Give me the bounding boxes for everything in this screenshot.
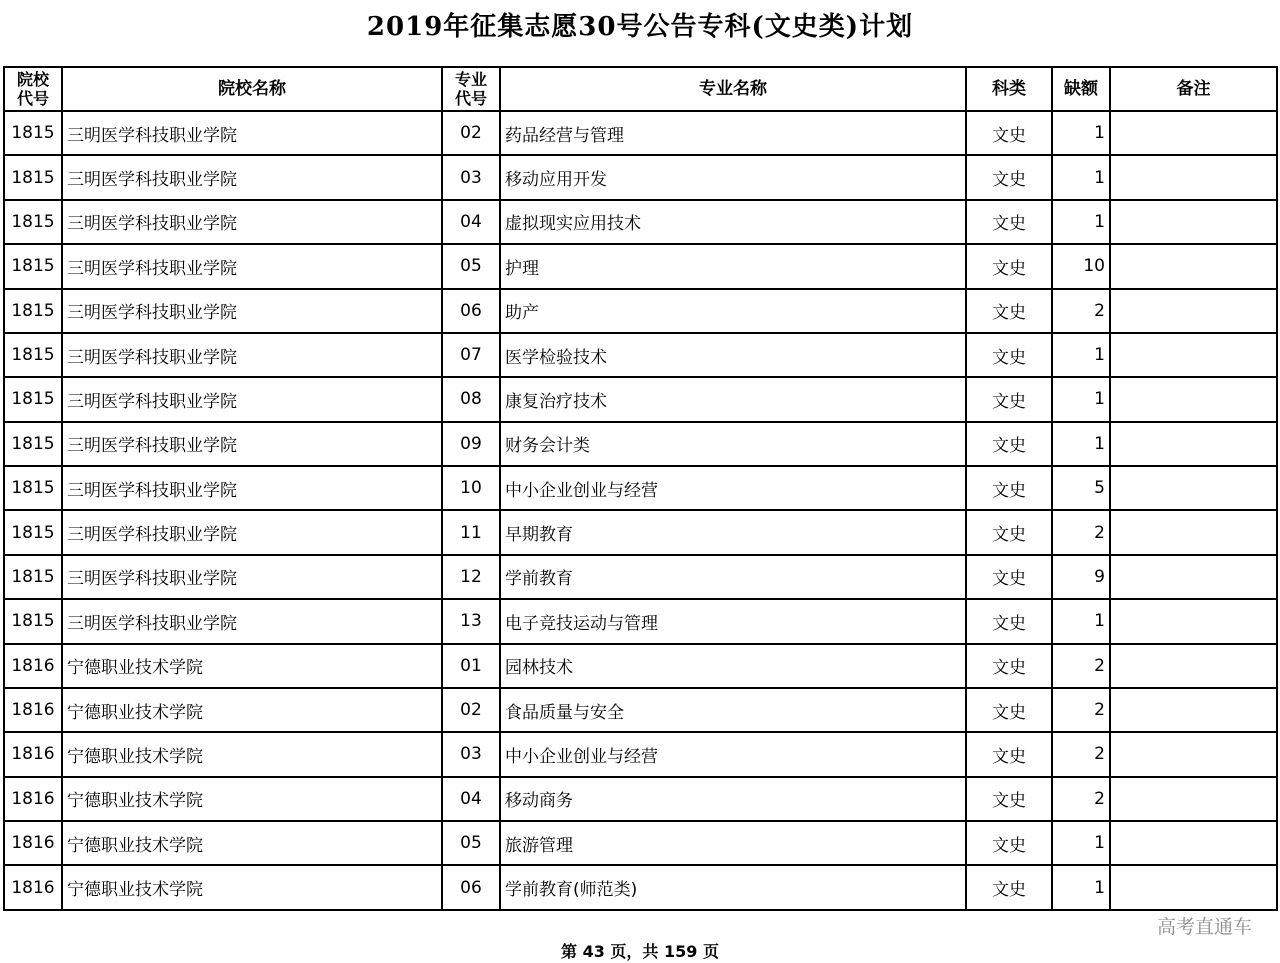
table-row <box>4 821 1277 865</box>
cell-category: 文史 <box>966 644 1052 688</box>
cell-school-name: 三明医学科技职业学院 <box>62 200 442 244</box>
header-category: 科类 <box>966 67 1052 111</box>
cell-major-code: 08 <box>442 377 500 421</box>
cell-notes <box>1110 200 1277 244</box>
table-row <box>4 289 1277 333</box>
header-major-code-line1: 专业 <box>454 70 487 89</box>
cell-quota: 1 <box>1052 200 1110 244</box>
table-row <box>4 333 1277 377</box>
cell-school-name: 三明医学科技职业学院 <box>62 155 442 199</box>
table-row <box>4 644 1277 688</box>
page-number: 第 43 页，共 159 页 <box>561 942 719 961</box>
cell-major-name: 中小企业创业与经营 <box>500 732 966 776</box>
cell-quota: 9 <box>1052 555 1110 599</box>
cell-quota: 1 <box>1052 111 1110 155</box>
cell-major-code: 13 <box>442 599 500 643</box>
cell-notes <box>1110 599 1277 643</box>
cell-notes <box>1110 466 1277 510</box>
cell-quota: 1 <box>1052 377 1110 421</box>
cell-major-code: 06 <box>442 865 500 910</box>
cell-school-code: 1815 <box>4 555 62 599</box>
cell-quota: 1 <box>1052 821 1110 865</box>
cell-school-name: 三明医学科技职业学院 <box>62 244 442 288</box>
cell-notes <box>1110 422 1277 466</box>
cell-school-name: 三明医学科技职业学院 <box>62 289 442 333</box>
cell-notes <box>1110 865 1277 910</box>
cell-major-name: 电子竞技运动与管理 <box>500 599 966 643</box>
cell-quota: 10 <box>1052 244 1110 288</box>
cell-major-code: 10 <box>442 466 500 510</box>
cell-category: 文史 <box>966 466 1052 510</box>
cell-quota: 1 <box>1052 865 1110 910</box>
header-major-code-line2: 代号 <box>454 89 487 108</box>
cell-school-name: 三明医学科技职业学院 <box>62 466 442 510</box>
cell-quota: 1 <box>1052 422 1110 466</box>
cell-major-code: 05 <box>442 821 500 865</box>
cell-category: 文史 <box>966 865 1052 910</box>
cell-major-name: 移动应用开发 <box>500 155 966 199</box>
cell-category: 文史 <box>966 821 1052 865</box>
cell-notes <box>1110 111 1277 155</box>
cell-major-name: 早期教育 <box>500 510 966 554</box>
header-major-name: 专业名称 <box>500 67 966 111</box>
cell-notes <box>1110 644 1277 688</box>
cell-major-name: 康复治疗技术 <box>500 377 966 421</box>
cell-school-code: 1816 <box>4 821 62 865</box>
cell-notes <box>1110 777 1277 821</box>
cell-major-name: 园林技术 <box>500 644 966 688</box>
cell-school-name: 宁德职业技术学院 <box>62 821 442 865</box>
cell-category: 文史 <box>966 155 1052 199</box>
cell-major-code: 11 <box>442 510 500 554</box>
cell-school-name: 宁德职业技术学院 <box>62 644 442 688</box>
cell-notes <box>1110 732 1277 776</box>
cell-quota: 2 <box>1052 777 1110 821</box>
cell-quota: 2 <box>1052 644 1110 688</box>
cell-major-name: 旅游管理 <box>500 821 966 865</box>
header-school-code <box>4 67 62 111</box>
cell-major-name: 药品经营与管理 <box>500 111 966 155</box>
cell-major-code: 04 <box>442 777 500 821</box>
cell-major-code: 03 <box>442 732 500 776</box>
header-school-name: 院校名称 <box>62 67 442 111</box>
cell-major-name: 虚拟现实应用技术 <box>500 200 966 244</box>
table-row <box>4 688 1277 732</box>
cell-school-code: 1815 <box>4 333 62 377</box>
cell-notes <box>1110 821 1277 865</box>
cell-school-code: 1815 <box>4 422 62 466</box>
cell-school-code: 1815 <box>4 200 62 244</box>
cell-school-code: 1815 <box>4 377 62 421</box>
cell-notes <box>1110 244 1277 288</box>
table-row <box>4 732 1277 776</box>
cell-school-code: 1816 <box>4 777 62 821</box>
cell-school-code: 1815 <box>4 466 62 510</box>
plan-table <box>3 66 1278 911</box>
table-row <box>4 555 1277 599</box>
cell-major-code: 02 <box>442 111 500 155</box>
cell-school-name: 三明医学科技职业学院 <box>62 422 442 466</box>
document-title: 2019年征集志愿30号公告专科(文史类)计划 <box>366 12 914 42</box>
table-row <box>4 599 1277 643</box>
cell-school-name: 三明医学科技职业学院 <box>62 333 442 377</box>
cell-school-code: 1816 <box>4 644 62 688</box>
cell-major-code: 09 <box>442 422 500 466</box>
cell-quota: 5 <box>1052 466 1110 510</box>
cell-major-name: 学前教育 <box>500 555 966 599</box>
cell-category: 文史 <box>966 555 1052 599</box>
cell-quota: 2 <box>1052 732 1110 776</box>
cell-school-code: 1815 <box>4 289 62 333</box>
table-row <box>4 777 1277 821</box>
cell-major-code: 05 <box>442 244 500 288</box>
cell-school-name: 三明医学科技职业学院 <box>62 111 442 155</box>
cell-school-code: 1815 <box>4 510 62 554</box>
cell-notes <box>1110 333 1277 377</box>
cell-major-name: 移动商务 <box>500 777 966 821</box>
cell-category: 文史 <box>966 688 1052 732</box>
cell-major-code: 03 <box>442 155 500 199</box>
cell-school-code: 1815 <box>4 155 62 199</box>
cell-major-code: 06 <box>442 289 500 333</box>
cell-notes <box>1110 510 1277 554</box>
cell-category: 文史 <box>966 377 1052 421</box>
watermark-text: 高考直通车 <box>1156 916 1252 938</box>
cell-category: 文史 <box>966 244 1052 288</box>
cell-category: 文史 <box>966 422 1052 466</box>
cell-category: 文史 <box>966 333 1052 377</box>
cell-notes <box>1110 688 1277 732</box>
header-school-code-line1: 院校 <box>16 70 49 89</box>
cell-major-code: 07 <box>442 333 500 377</box>
cell-school-code: 1816 <box>4 865 62 910</box>
cell-quota: 1 <box>1052 599 1110 643</box>
cell-quota: 2 <box>1052 289 1110 333</box>
cell-major-name: 财务会计类 <box>500 422 966 466</box>
cell-category: 文史 <box>966 200 1052 244</box>
header-school-code-line2: 代号 <box>16 89 49 108</box>
cell-quota: 1 <box>1052 333 1110 377</box>
cell-school-name: 三明医学科技职业学院 <box>62 555 442 599</box>
cell-school-name: 三明医学科技职业学院 <box>62 377 442 421</box>
cell-school-name: 宁德职业技术学院 <box>62 688 442 732</box>
cell-major-name: 助产 <box>500 289 966 333</box>
cell-major-name: 护理 <box>500 244 966 288</box>
cell-category: 文史 <box>966 599 1052 643</box>
cell-category: 文史 <box>966 510 1052 554</box>
table-row <box>4 510 1277 554</box>
table-row <box>4 200 1277 244</box>
cell-major-code: 12 <box>442 555 500 599</box>
table-row <box>4 865 1277 910</box>
cell-category: 文史 <box>966 289 1052 333</box>
cell-notes <box>1110 555 1277 599</box>
cell-major-code: 01 <box>442 644 500 688</box>
table-body <box>4 111 1277 910</box>
cell-category: 文史 <box>966 777 1052 821</box>
table-row <box>4 111 1277 155</box>
table-row <box>4 244 1277 288</box>
cell-school-name: 三明医学科技职业学院 <box>62 599 442 643</box>
cell-notes <box>1110 377 1277 421</box>
cell-category: 文史 <box>966 732 1052 776</box>
cell-major-name: 学前教育(师范类) <box>500 865 966 910</box>
cell-quota: 2 <box>1052 688 1110 732</box>
cell-major-name: 食品质量与安全 <box>500 688 966 732</box>
cell-notes <box>1110 155 1277 199</box>
header-major-code <box>442 67 500 111</box>
table-row <box>4 422 1277 466</box>
cell-major-code: 04 <box>442 200 500 244</box>
table-row <box>4 155 1277 199</box>
cell-major-code: 02 <box>442 688 500 732</box>
cell-school-name: 宁德职业技术学院 <box>62 777 442 821</box>
cell-major-name: 医学检验技术 <box>500 333 966 377</box>
header-quota: 缺额 <box>1052 67 1110 111</box>
cell-quota: 2 <box>1052 510 1110 554</box>
cell-school-code: 1815 <box>4 599 62 643</box>
cell-school-code: 1815 <box>4 111 62 155</box>
cell-school-name: 三明医学科技职业学院 <box>62 510 442 554</box>
table-header-row <box>4 67 1277 111</box>
cell-school-code: 1816 <box>4 732 62 776</box>
header-notes: 备注 <box>1110 67 1277 111</box>
cell-school-code: 1816 <box>4 688 62 732</box>
cell-school-name: 宁德职业技术学院 <box>62 865 442 910</box>
cell-school-code: 1815 <box>4 244 62 288</box>
cell-category: 文史 <box>966 111 1052 155</box>
table-row <box>4 377 1277 421</box>
table-row <box>4 466 1277 510</box>
cell-quota: 1 <box>1052 155 1110 199</box>
cell-notes <box>1110 289 1277 333</box>
cell-school-name: 宁德职业技术学院 <box>62 732 442 776</box>
cell-major-name: 中小企业创业与经营 <box>500 466 966 510</box>
